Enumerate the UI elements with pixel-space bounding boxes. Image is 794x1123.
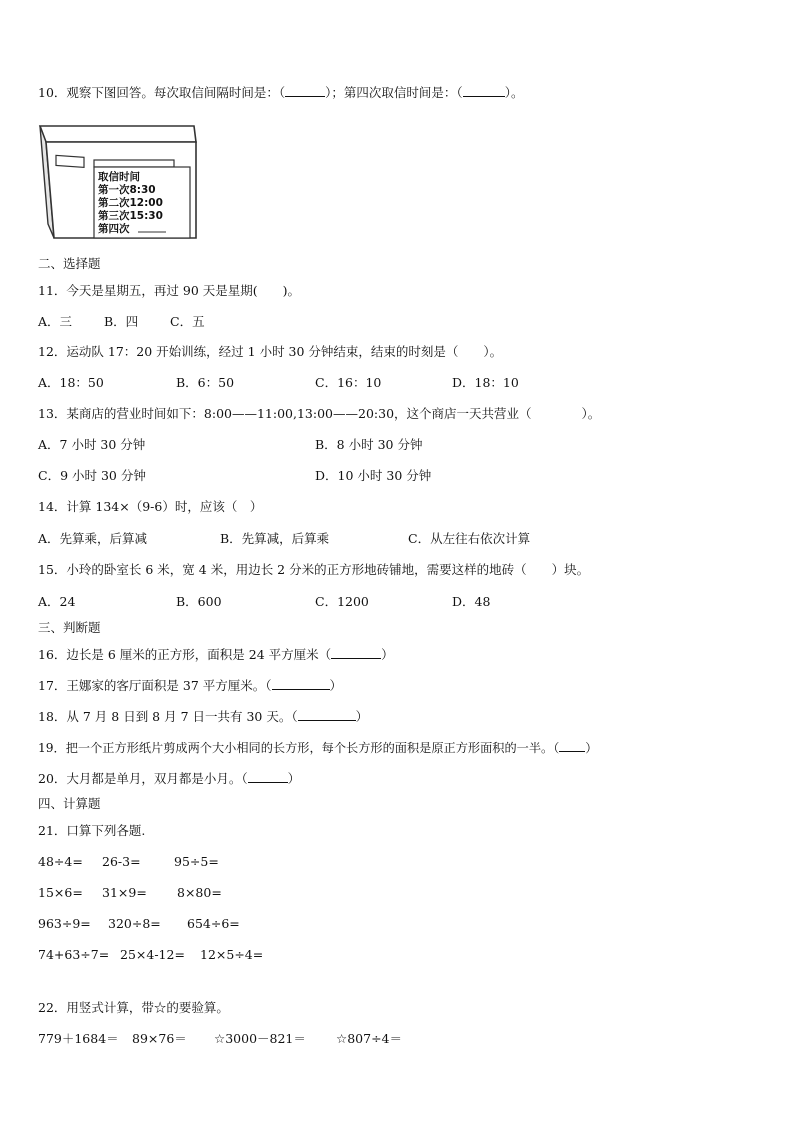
q13-option-b[interactable]: B．8 小时 30 分钟: [315, 437, 423, 452]
q19-text: 19．把一个正方形纸片剪成两个大小相同的长方形，每个长方形的面积是原正方形面积的一半。（: [38, 741, 560, 755]
q22-item[interactable]: ☆807÷4＝: [336, 1031, 402, 1046]
question-12: 12．运动队 17：20 开始训练，经过 1 小时 30 分钟结束，结束的时刻是（ ）。: [38, 344, 503, 359]
q14-option-b[interactable]: B．先算减，后算乘: [220, 531, 330, 546]
question-14: 14．计算 134×（9-6）时，应该（ ）: [38, 499, 263, 514]
q12-option-a[interactable]: A．18：50: [38, 375, 104, 390]
q22-item[interactable]: ☆3000－821＝: [214, 1031, 306, 1046]
q20-text: 20．大月都是单月，双月都是小月。（: [38, 771, 248, 786]
q21-item[interactable]: 26-3=: [102, 854, 141, 869]
q20-end: ）: [287, 771, 301, 786]
q22-item[interactable]: 779＋1684＝: [38, 1031, 119, 1046]
question-15: 15．小玲的卧室长 6 米，宽 4 米，用边长 2 分米的正方形地砖铺地，需要这样的地砖（ ）块。: [38, 562, 590, 577]
question-21: 21．口算下列各题.: [38, 823, 146, 838]
q18-text: 18．从 7 月 8 日到 8 月 7 日一共有 30 天。（: [38, 709, 298, 724]
q16-text: 16．边长是 6 厘米的正方形，面积是 24 平方厘米（: [38, 647, 332, 662]
q17-blank[interactable]: [272, 677, 330, 690]
q21-item[interactable]: 8×80=: [177, 885, 222, 900]
question-17: [38, 677, 342, 694]
section-title-calc: 四、计算题: [38, 796, 101, 811]
q19-blank[interactable]: [559, 739, 585, 752]
q21-item[interactable]: 25×4-12=: [120, 947, 185, 962]
q10-text-a: 10．观察下图回答。每次取信间隔时间是：（: [38, 85, 286, 100]
question-11: 11．今天是星期五，再过 90 天是星期( )。: [38, 283, 301, 298]
q14-option-c[interactable]: C．从左往右依次计算: [408, 531, 531, 546]
q21-item[interactable]: 95÷5=: [174, 854, 219, 869]
q11-option-a[interactable]: A．三: [38, 314, 73, 329]
q11-option-b[interactable]: B．四: [104, 314, 139, 329]
q21-item[interactable]: 15×6=: [38, 885, 83, 900]
mailbox-title: 取信时间: [98, 171, 140, 183]
q20-blank[interactable]: [248, 770, 288, 783]
q10-text-c: ）。: [504, 85, 524, 100]
question-22: 22．用竖式计算，带☆的要验算。: [38, 1000, 229, 1015]
q11-option-c[interactable]: C．五: [170, 314, 205, 329]
q21-item[interactable]: 320÷8=: [108, 916, 161, 931]
q21-item[interactable]: 31×9=: [102, 885, 147, 900]
mailbox-row-2: 第二次12:00: [98, 197, 163, 209]
q15-option-a[interactable]: A．24: [38, 594, 76, 609]
q17-text: 17．王娜家的客厅面积是 37 平方厘米。（: [38, 678, 272, 693]
question-16: [38, 646, 394, 663]
q12-option-b[interactable]: B．6：50: [176, 375, 235, 390]
q10-text-b: ）；第四次取信时间是：（: [325, 85, 463, 100]
q17-end: ）: [329, 678, 343, 693]
mailbox-row-3: 第三次15:30: [98, 210, 163, 222]
q13-option-c[interactable]: C．9 小时 30 分钟: [38, 468, 146, 483]
mailbox-row-4: 第四次: [98, 223, 130, 235]
section-title-judge: 三、判断题: [38, 620, 101, 635]
q21-item[interactable]: 963÷9=: [38, 916, 91, 931]
q19-end: ）: [585, 741, 598, 755]
q15-option-d[interactable]: D．48: [452, 594, 491, 609]
section-title-choice: 二、选择题: [38, 256, 101, 271]
question-13: 13．某商店的营业时间如下：8:00——11:00,13:00——20:30，这个商店一天共营业（ ）。: [38, 406, 601, 421]
q13-option-a[interactable]: A．7 小时 30 分钟: [38, 437, 146, 452]
q21-item[interactable]: 48÷4=: [38, 854, 83, 869]
question-20: [38, 770, 300, 787]
q21-item[interactable]: 12×5÷4=: [200, 947, 264, 962]
mailbox-row-1: 第一次8:30: [98, 184, 156, 196]
q16-blank[interactable]: [331, 646, 381, 659]
q18-blank[interactable]: [298, 708, 356, 721]
mailbox-illustration: [36, 120, 202, 244]
q12-option-d[interactable]: D．18：10: [452, 375, 519, 390]
q15-option-b[interactable]: B．600: [176, 594, 222, 609]
question-10: [38, 84, 523, 101]
q21-item[interactable]: 74+63÷7=: [38, 947, 110, 962]
q15-option-c[interactable]: C．1200: [315, 594, 369, 609]
q12-option-c[interactable]: C．16：10: [315, 375, 382, 390]
q22-item[interactable]: 89×76＝: [132, 1031, 187, 1046]
q16-end: ）: [381, 647, 394, 662]
q10-blank-2[interactable]: [463, 84, 505, 97]
q10-blank-1[interactable]: [285, 84, 325, 97]
q18-end: ）: [355, 709, 369, 724]
q14-option-a[interactable]: A．先算乘，后算减: [38, 531, 148, 546]
q21-item[interactable]: 654÷6=: [187, 916, 240, 931]
q13-option-d[interactable]: D．10 小时 30 分钟: [315, 468, 432, 483]
question-19: [38, 739, 597, 756]
question-18: [38, 708, 368, 725]
